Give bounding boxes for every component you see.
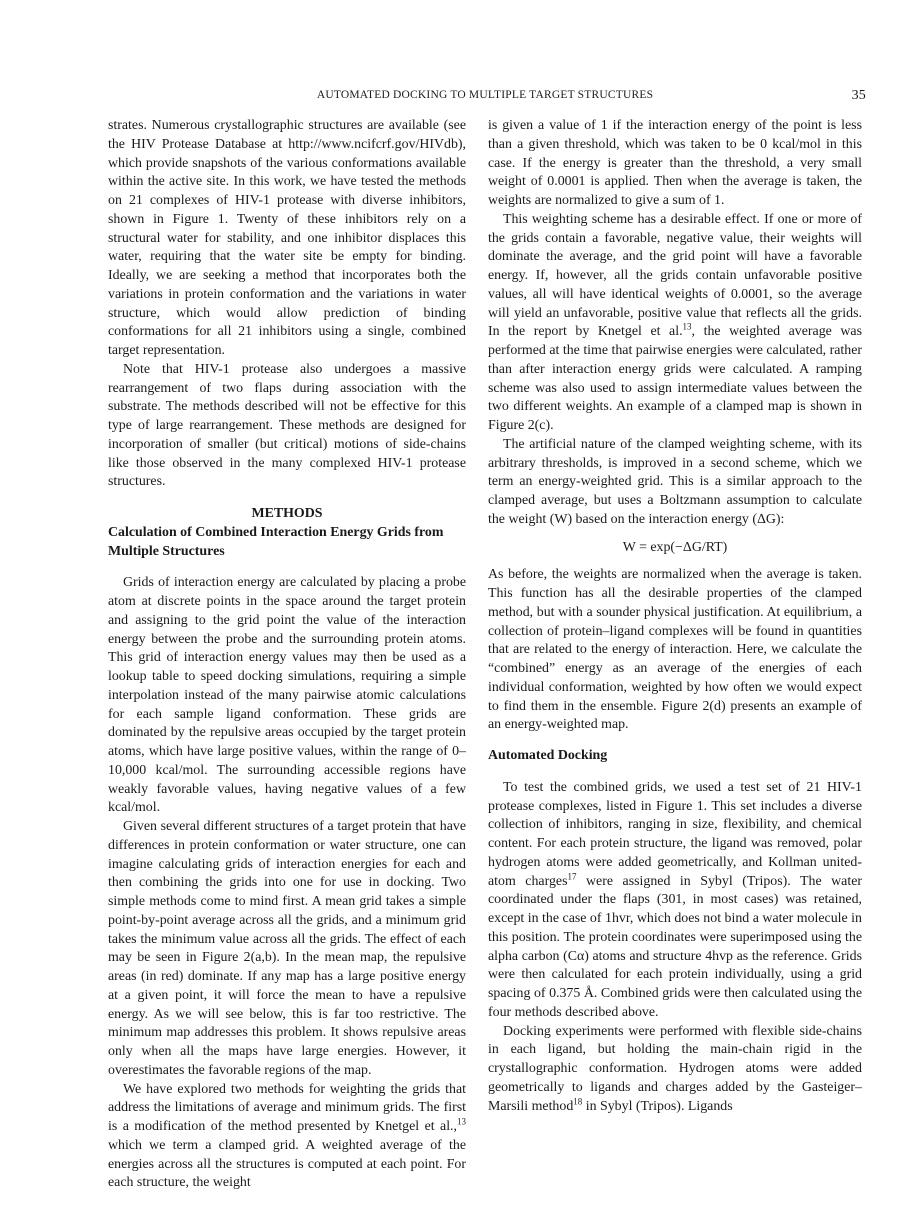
paragraph (488, 211, 862, 436)
paragraph: The artificial nature of the clamped weighting scheme, with its arbitrary thresholds, is improved in a second scheme, which we term an energy-weighted grid. This is a similar approach to the clamped average, but uses a Boltzmann assumption to calculate the weight (W) based on the interaction energy (ΔG): (488, 436, 862, 527)
paragraph: Given several different structures of a target protein that have differences in protein conformation or water structure, one can imagine calculating grids of interaction energies for each and then combining the grids into one for use in docking. Two simple methods come to mind first. A mean grid takes a simple point-by-point average across all the grids, and a minimum grid takes the minimum value across all the grids. The effect of each may be seen in Figure 2(a,b). In the mean map, the repulsive areas (in red) dominate. If any map has a large positive energy at a given point, it will force the mean to have a repulsive energy. As we will see below, this is far too restrictive. The minimum map addresses this problem. It shows repulsive areas only when all the maps have large energies. However, it overestimates the favorable regions of the map. (108, 819, 466, 1078)
right-column (488, 117, 862, 1116)
text: , the weighted average was performed at the time that pairwise energies were calculated, rather than after interaction energy grids were calculated. A ramping scheme was also used to assign intermediate values between the two different weights. An example of a clamped map is shown in Figure 2(c). (488, 324, 862, 433)
running-header (108, 88, 866, 103)
text: Docking experiments were performed with flexible side-chains in each ligand, but holding the main-chain rigid in the crystallographic conformation. Hydrogen atoms were added geometrically to ligands and charges added by the Gasteiger–Marsili method (488, 1023, 862, 1114)
text: which we term a clamped grid. A weighted average of the energies across all the structures is computed at each point. For each structure, the weight (108, 1137, 466, 1191)
text: This weighting scheme has a desirable effect. If one or more of the grids contain a favorable, negative value, their weights will dominate the average, and the grid point will have a favorable energy. If, however, all the grids contain unfavorable positive values, all will have identical weights of 0.0001, so the average will yield an unfavorable, positive value that reflects all the grids. In the report by Knetgel et al. (488, 211, 862, 340)
citation-ref: 17 (567, 870, 577, 881)
paragraph (488, 1023, 862, 1117)
paragraph: is given a value of 1 if the interaction energy of the point is less than a given threshold, which was taken to be 0 kcal/mol in this case. If the energy is greater than the threshold, a very small weight of 0.0001 is applied. Then when the average is taken, the weights are normalized to give a sum of 1. (488, 118, 862, 208)
paragraph (488, 779, 862, 1023)
text: To test the combined grids, we used a test set of 21 HIV-1 protease complexes, listed in Figure 1. This set includes a diverse collection of inhibitors, ranging in size, flexibility, and chemical content. For each protein structure, the ligand was removed, polar hydrogen atoms were added geometrically, and Kollman united-atom charges (488, 779, 862, 889)
citation-ref: 13 (457, 1116, 466, 1127)
paragraph: As before, the weights are normalized when the average is taken. This function has all the desirable properties of the clamped method, but with a sounder physical justification. At equilibrium, a collection of protein–ligand complexes will be found in quantities that are related to the energy of interaction. Here, we calculate the “combined” energy as an average of the energies of each individual conformation, weighted by how often we would expect to find them in the ensemble. Figure 2(d) presents an example of an energy-weighted map. (488, 567, 862, 733)
citation-ref: 13 (682, 321, 692, 332)
paragraph: strates. Numerous crystallographic structures are available (see the HIV Protease Database at http://www.ncifcrf.gov/HIVdb), which provide snapshots of the various conformations available within the active site. In this work, we have tested the methods on 21 complexes of HIV-1 protease with diverse inhibitors, shown in Figure 1. Twenty of these inhibitors rely on a structural water for stability, and one inhibitor displaces this water, requiring that the water site be empty for binding. Ideally, we are seeking a method that incorporates both the variations in protein conformation and the variations in water structure, which would allow prediction of binding conformations for all 21 inhibitors using a single, combined target representation. (108, 118, 466, 358)
subsection-heading: Automated Docking (488, 748, 608, 763)
paragraph: Note that HIV-1 protease also undergoes a massive rearrangement of two flaps during association with the substrate. The methods described will not be effective for this type of large rearrangement. These methods are designed for incorporation of smaller (but critical) motions of side-chains like those observed in the many complexed HIV-1 protease structures. (108, 361, 466, 490)
left-column (108, 117, 466, 1193)
section-heading-methods: METHODS (251, 506, 323, 521)
text: in Sybyl (Tripos). Ligands (582, 1098, 733, 1114)
paragraph: Grids of interaction energy are calculated by placing a probe atom at discrete points in the space around the target protein and assigning to the grid point the value of the interaction energy between the probe and the surrounding protein atoms. This grid of interaction energy values may then be used as a lookup table to speed docking simulations, requiring a simple interpolation instead of the many pairwise atomic calculations for each sample ligand conformation. These grids are dominated by the repulsive areas occupied by the target protein atoms, which have large positive values, within the range of 0–10,000 kcal/mol. The surrounding accessible regions have weakly favorable values, having negative values of a few kcal/mol. (108, 575, 466, 816)
text: We have explored two methods for weighting the grids that address the limitations of average and minimum grids. The first is a modification of the method presented by Knetgel et al., (108, 1081, 466, 1134)
equation: W = exp(−ΔG/RT) (622, 539, 728, 555)
running-title: AUTOMATED DOCKING TO MULTIPLE TARGET STRUCTURES (316, 89, 654, 101)
text: were assigned in Sybyl (Tripos). The water coordinated under the flaps (301, in most cases) was retained, except in the case of 1hvr, which does not bind a water molecule in this position. The protein coordinates were superimposed using the alpha carbon (Cα) atoms and structure 4hvp as the reference. Grids were then calculated for each protein individually, using a grid spacing of 0.375 Å. Combined grids were then calculated using the four methods described above. (488, 873, 862, 1020)
page-number: 35 (851, 88, 866, 103)
paragraph (108, 1081, 466, 1194)
citation-ref: 18 (573, 1095, 583, 1106)
subsection-heading: Calculation of Combined Interaction Energy Grids from Multiple Structures (108, 524, 444, 559)
